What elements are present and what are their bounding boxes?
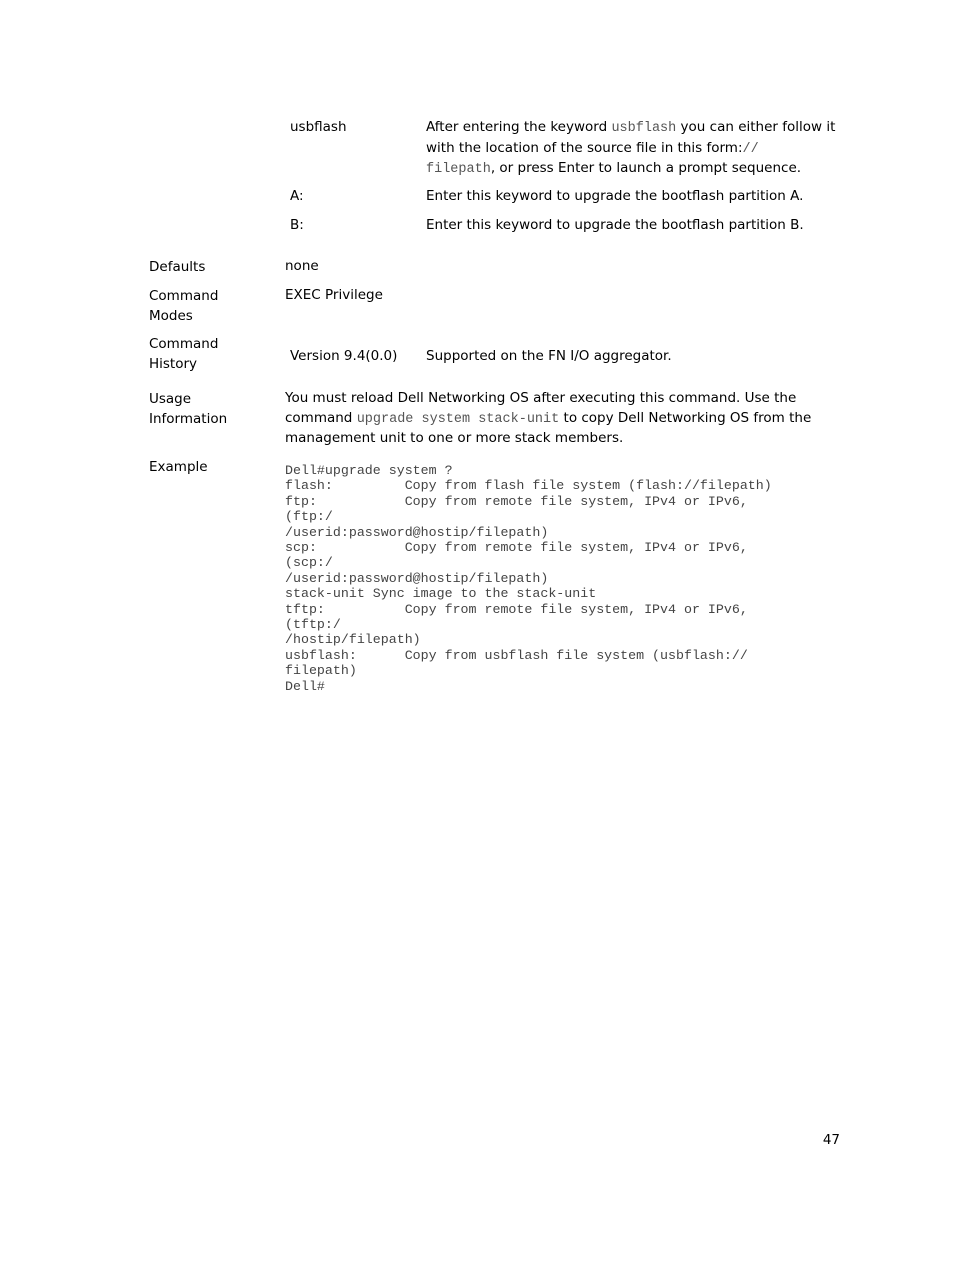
inline-code-upgrade-command: upgrade system stack-unit [356, 411, 560, 427]
command-modes-label: Command Modes [149, 288, 219, 324]
param-keyword-a: A: [290, 188, 304, 204]
param-desc-text: After entering the keyword [426, 119, 612, 135]
defaults-value: none [285, 258, 319, 274]
param-description-b: Enter this keyword to upgrade the bootflash partition B. [426, 217, 804, 233]
usage-information-label: Usage Information [149, 391, 228, 427]
inline-code-usbflash: usbflash [611, 121, 677, 136]
param-desc-text: , or press Enter to launch a prompt sequence. [490, 160, 802, 176]
history-description: Supported on the FN I/O aggregator. [426, 348, 672, 364]
history-version: Version 9.4(0.0) [290, 348, 398, 364]
usage-text: to copy Dell Networking OS from the management unit to one or more stack members. [285, 409, 812, 446]
defaults-label: Defaults [149, 259, 206, 275]
page-number: 47 [822, 1132, 840, 1148]
example-label: Example [149, 459, 208, 475]
param-description-usbflash [426, 118, 836, 180]
inline-code-filepath: // filepath [426, 141, 759, 177]
usage-information-text [285, 389, 830, 449]
usage-text: You must reload Dell Networking OS after executing this command. Use the command [285, 390, 797, 426]
example-code-block: Dell#upgrade system ? flash: Copy from flash file system (flash://filepath) ftp: Copy from remote file system, IPv4 or IPv6, (ftp:/ /userid:password@hostip/filepath) scp: Copy from remote file system, IPv4 or IPv6, (scp:/ /userid:password@hostip/filepath) stack-unit Sync image to the stack-unit tftp: Copy from remote file system, IPv4 or IPv6, (tftp:/ /hostip/filepath) usbflash: Copy from usbflash file system (usbflash:// filepath) Dell# [285, 463, 772, 694]
param-description-a: Enter this keyword to upgrade the bootflash partition A. [426, 188, 804, 204]
command-modes-value: EXEC Privilege [285, 287, 383, 303]
param-keyword-usbflash: usbflash [290, 119, 347, 135]
param-desc-text: you can either follow it with the location of the source file in this form: [426, 119, 836, 156]
param-keyword-b: B: [290, 217, 304, 233]
command-history-label: Command History [149, 336, 219, 372]
